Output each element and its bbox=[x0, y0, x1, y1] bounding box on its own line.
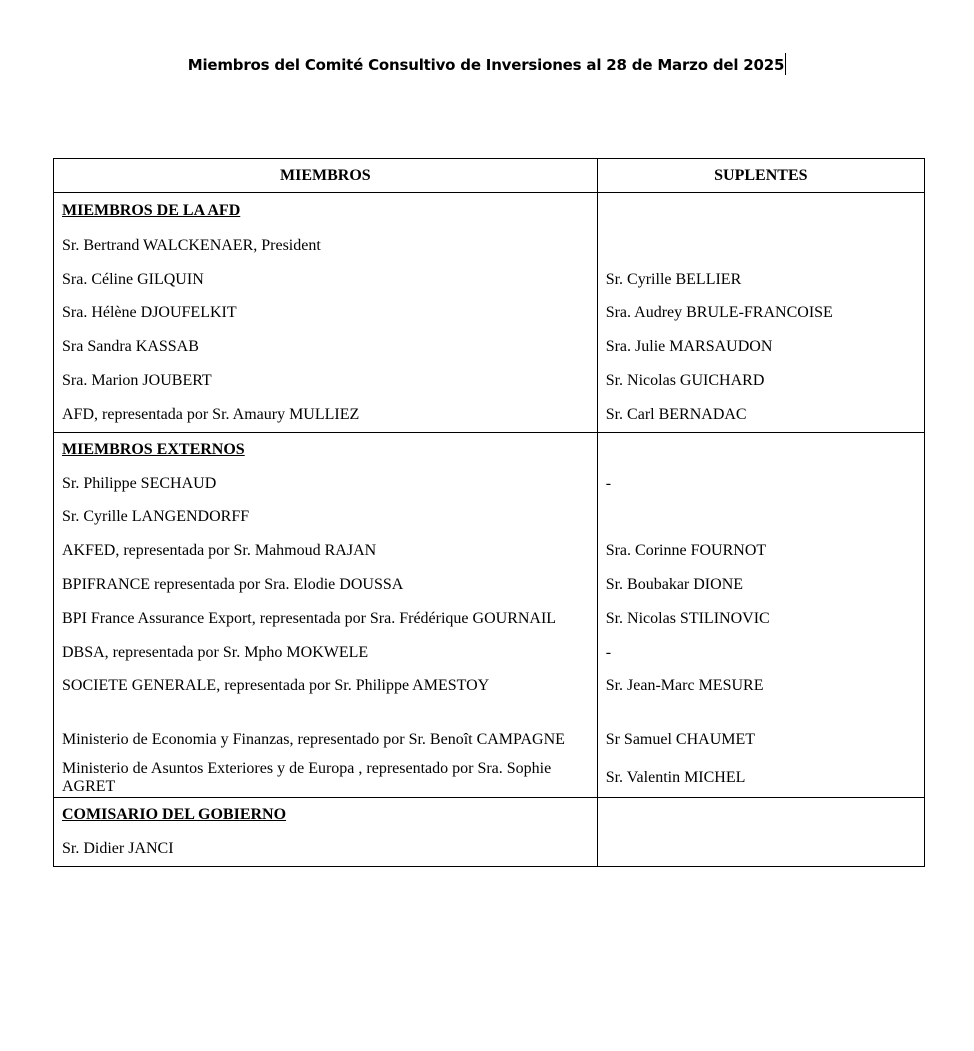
member-name: AKFED, representada por Sr. Mahmoud RAJAN bbox=[62, 542, 377, 560]
section-external bbox=[54, 432, 925, 798]
section-external-alternates bbox=[597, 432, 924, 798]
member-name: Sr. Philippe SECHAUD bbox=[62, 474, 217, 492]
alternate-name: Sr. Carl BERNADAC bbox=[605, 405, 747, 423]
list-item bbox=[62, 636, 589, 670]
list-item bbox=[62, 229, 589, 263]
section-government-alternates bbox=[597, 798, 924, 867]
alternate-name: Sr. Valentin MICHEL bbox=[605, 769, 746, 787]
list-item bbox=[62, 398, 589, 432]
list-item bbox=[606, 602, 916, 636]
alternate-name: - bbox=[605, 474, 612, 492]
alternate-name: Sr. Nicolas STILINOVIC bbox=[605, 609, 770, 627]
list-item bbox=[62, 568, 589, 602]
list-item bbox=[62, 534, 589, 568]
section-government-members bbox=[54, 798, 598, 867]
list-item bbox=[606, 364, 916, 398]
alternate-name: - bbox=[605, 643, 612, 661]
list-item bbox=[62, 832, 589, 866]
member-name: Sra. Marion JOUBERT bbox=[62, 372, 212, 390]
list-item bbox=[606, 832, 916, 866]
section-title: COMISARIO DEL GOBIERNO bbox=[62, 806, 287, 824]
list-item bbox=[62, 263, 589, 297]
list-item bbox=[606, 501, 916, 535]
section-external-members bbox=[54, 432, 598, 798]
list-item bbox=[62, 467, 589, 501]
alternate-name: Sra. Audrey BRULE-FRANCOISE bbox=[605, 304, 833, 322]
alternate-name: Sr. Jean-Marc MESURE bbox=[605, 677, 764, 695]
list-item bbox=[62, 721, 589, 759]
member-name: Sr. Bertrand WALCKENAER, President bbox=[62, 236, 321, 254]
document-title-text: Miembros del Comité Consultivo de Inversiones al 28 de Marzo del 2025 bbox=[187, 56, 785, 74]
section-title: MIEMBROS EXTERNOS bbox=[62, 440, 245, 458]
alternate-name: Sra. Julie MARSAUDON bbox=[605, 338, 773, 356]
section-title: MIEMBROS DE LA AFD bbox=[62, 202, 241, 219]
document-title bbox=[0, 53, 974, 75]
alternate-name: Sr Samuel CHAUMET bbox=[605, 731, 756, 749]
list-item bbox=[606, 263, 916, 297]
list-item bbox=[62, 602, 589, 636]
list-item bbox=[62, 330, 589, 364]
text-cursor bbox=[785, 53, 786, 75]
list-item bbox=[606, 229, 916, 263]
member-name: Sra. Céline GILQUIN bbox=[62, 270, 204, 288]
member-name: Ministerio de Economia y Finanzas, representado por Sr. Benoît CAMPAGNE bbox=[62, 731, 565, 749]
member-name: BPIFRANCE representada por Sra. Elodie DOUSSA bbox=[62, 576, 404, 594]
member-name: DBSA, representada por Sr. Mpho MOKWELE bbox=[62, 643, 369, 661]
table-header-row bbox=[54, 159, 925, 193]
section-afd bbox=[54, 193, 925, 433]
alternate-name: Sr. Cyrille BELLIER bbox=[605, 270, 742, 288]
list-item bbox=[606, 568, 916, 602]
member-name: AFD, representada por Sr. Amaury MULLIEZ bbox=[62, 405, 360, 423]
list-item bbox=[606, 330, 916, 364]
list-item bbox=[62, 670, 589, 704]
member-name: Sra. Hélène DJOUFELKIT bbox=[62, 304, 237, 322]
list-item bbox=[62, 297, 589, 331]
list-item bbox=[606, 721, 916, 759]
list-item bbox=[606, 759, 916, 797]
member-name: Sra Sandra KASSAB bbox=[62, 338, 199, 356]
member-name: Ministerio de Asuntos Exteriores y de Europa , representado por Sra. Sophie AGRET bbox=[62, 760, 552, 796]
member-name: Sr. Cyrille LANGENDORFF bbox=[62, 508, 250, 526]
list-item bbox=[62, 759, 589, 797]
member-name: BPI France Assurance Export, representada por Sra. Frédérique GOURNAIL bbox=[62, 609, 557, 627]
list-item bbox=[606, 534, 916, 568]
list-item bbox=[606, 670, 916, 704]
section-afd-alternates bbox=[597, 193, 924, 433]
list-item bbox=[62, 364, 589, 398]
list-item bbox=[606, 467, 916, 501]
header-alternates: SUPLENTES bbox=[597, 159, 924, 193]
alternate-name: Sr. Boubakar DIONE bbox=[605, 576, 744, 594]
member-name: Sr. Didier JANCI bbox=[62, 840, 174, 858]
alternate-name: Sr. Nicolas GUICHARD bbox=[605, 372, 765, 390]
member-name: SOCIETE GENERALE, representada por Sr. Philippe AMESTOY bbox=[62, 677, 490, 695]
alternate-name: Sra. Corinne FOURNOT bbox=[605, 542, 767, 560]
section-afd-members bbox=[54, 193, 598, 433]
list-item bbox=[606, 636, 916, 670]
list-item bbox=[606, 297, 916, 331]
header-members: MIEMBROS bbox=[54, 159, 598, 193]
list-item bbox=[62, 501, 589, 535]
members-table bbox=[53, 158, 925, 867]
list-item bbox=[606, 398, 916, 432]
section-government bbox=[54, 798, 925, 867]
